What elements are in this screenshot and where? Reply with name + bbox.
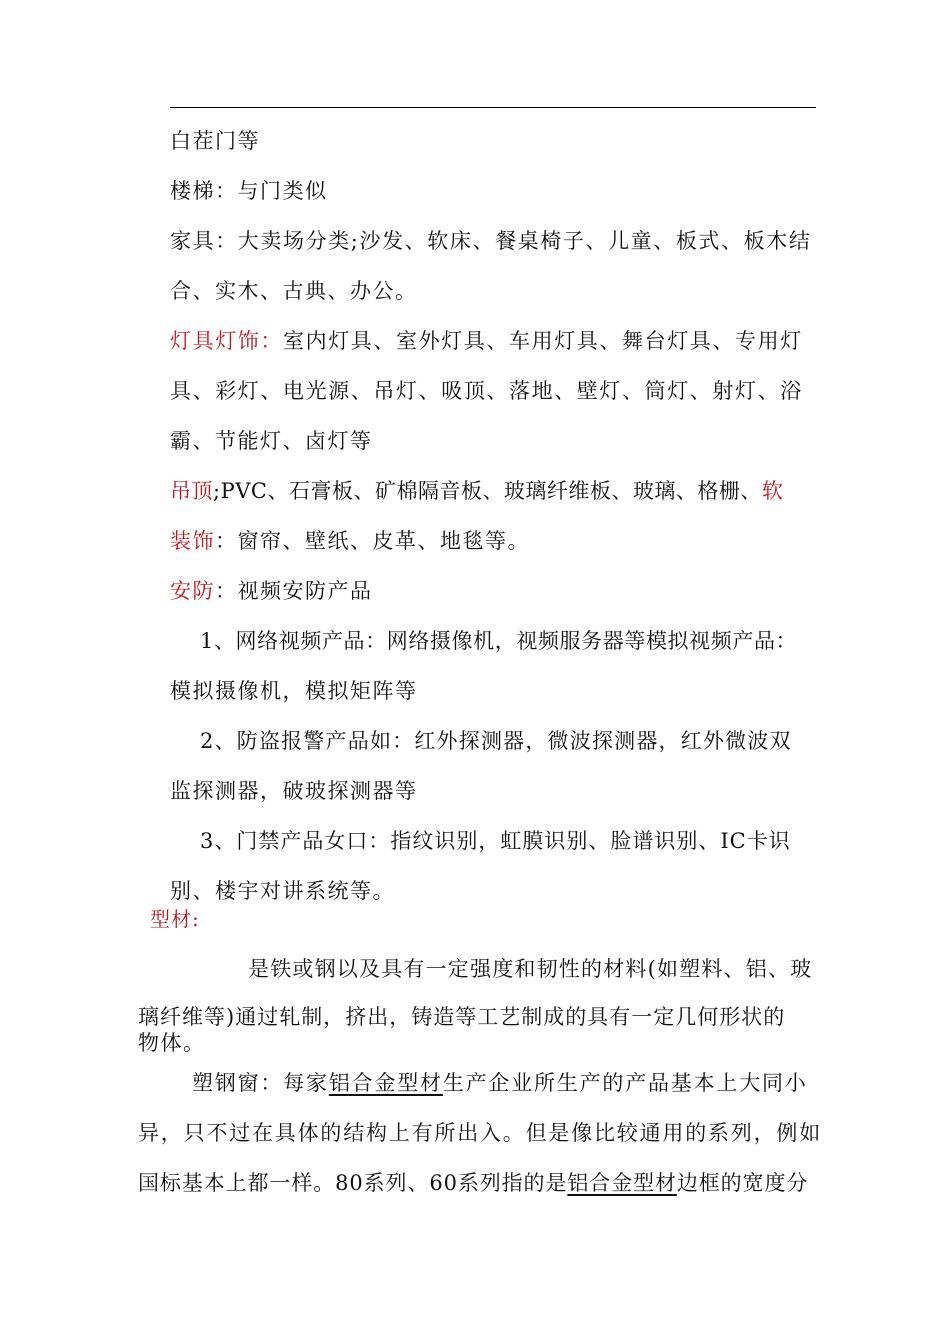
text-line: 白茬门等 (170, 129, 260, 153)
text-segment: 生产企业所生产的产品基本上大同小 (442, 1071, 808, 1095)
text-line: 2、防盗报警产品如：红外探测器，微波探测器，红外微波双 (200, 729, 792, 753)
text-segment: 室内灯具、室外灯具、车用灯具、舞台灯具、专用灯 (283, 329, 803, 353)
text-line: 是铁或钢以及具有一定强度和韧性的材料(如塑料、铝、玻 (248, 957, 813, 981)
text-line (170, 528, 530, 554)
text-line: 1、网络视频产品：网络摄像机，视频服务器等模拟视频产品： (200, 629, 798, 653)
text-line: 模拟摄像机，模拟矩阵等 (170, 679, 418, 703)
text-line: 具、彩灯、电光源、吊灯、吸顶、落地、壁灯、筒灯、射灯、浴 (170, 379, 803, 403)
text-line: 璃纤维等)通过轧制，挤出，铸造等工艺制成的具有一定几何形状的 (138, 1005, 786, 1029)
text-segment: ;PVC、石膏板、矿棉隔音板、玻璃纤维板、玻璃、格栅、 (213, 479, 762, 503)
category-label: 安防 (170, 579, 215, 603)
text-line: 监探测器，破玻探测器等 (170, 779, 418, 803)
text-segment: 塑钢窗：每家 (192, 1071, 329, 1095)
text-line: 3、门禁产品女口：指纹识别，虹膜识别、脸谱识别、IC卡识 (200, 829, 791, 853)
text-segment: ：视频安防产品 (215, 579, 373, 603)
aluminum-profile-link[interactable]: 铝合金型材 (567, 1171, 677, 1195)
text-line (170, 478, 783, 504)
text-segment: ：窗帘、壁纸、皮革、地毯等。 (215, 529, 530, 553)
text-segment: 边框的宽度分 (676, 1171, 809, 1195)
text-line: 异，只不过在具体的结构上有所出入。但是像比较通用的系列，例如 (138, 1121, 822, 1145)
aluminum-profile-link[interactable]: 铝合金型材 (328, 1071, 443, 1095)
section-heading: 型材: (150, 907, 200, 931)
text-line (170, 578, 373, 604)
text-line: 别、楼宇对讲系统等。 (170, 879, 395, 903)
category-label: 软 (761, 479, 784, 503)
text-segment: 国标基本上都一样。80系列、60系列指的是 (138, 1171, 568, 1195)
text-line: 物体。 (138, 1031, 206, 1055)
text-line (192, 1070, 808, 1096)
category-label: 灯具灯饰： (170, 329, 283, 353)
header-rule (170, 107, 816, 108)
text-line: 霸、节能灯、卤灯等 (170, 429, 373, 453)
text-line (170, 328, 803, 354)
text-line: 合、实木、古典、办公。 (170, 279, 418, 303)
category-label: 吊顶 (170, 479, 213, 503)
text-line: 家具：大卖场分类;沙发、软床、餐桌椅子、儿童、板式、板木结 (170, 229, 812, 253)
text-line (138, 1170, 808, 1196)
text-line: 楼梯：与门类似 (170, 179, 328, 203)
category-label: 装饰 (170, 529, 215, 553)
